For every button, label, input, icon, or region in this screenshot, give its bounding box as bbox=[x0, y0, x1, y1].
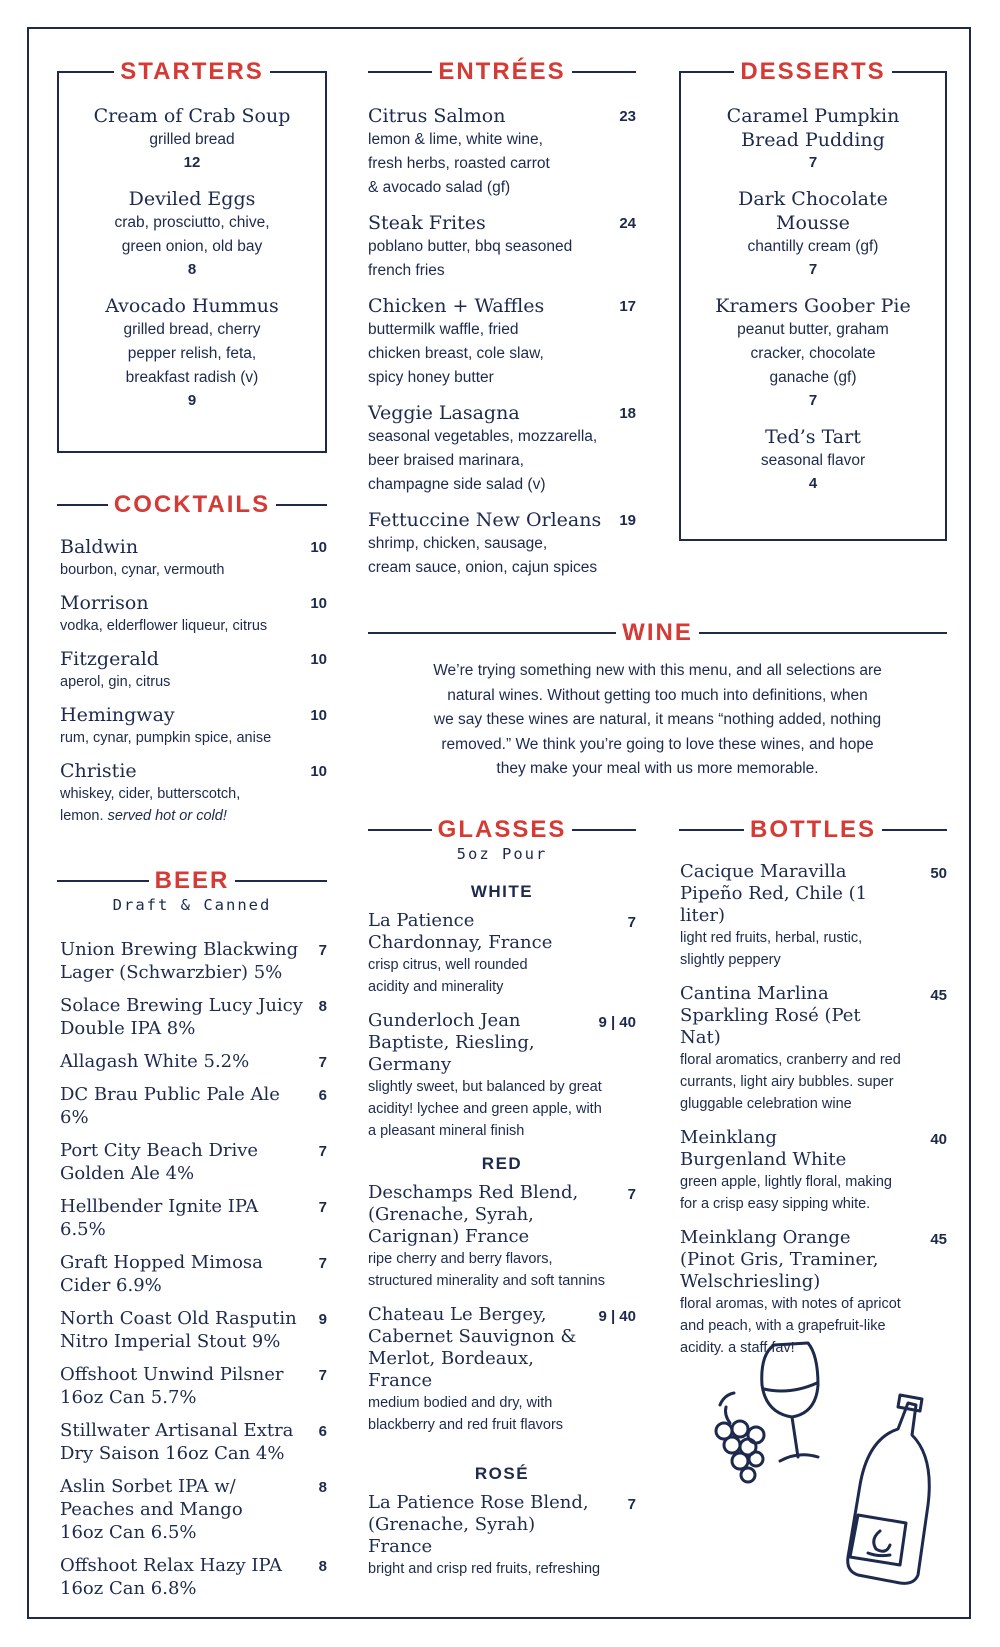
wine-desc: bright and crisp red fruits, refreshing bbox=[368, 1561, 601, 1577]
glasses-category-red: RED bbox=[481, 1154, 523, 1173]
beer-name: Port City Beach Drive bbox=[60, 1140, 259, 1161]
beer-price: 6 bbox=[318, 1423, 327, 1440]
cocktail-item bbox=[60, 535, 327, 581]
desserts-item-name: Caramel Pumpkin bbox=[726, 105, 900, 127]
desserts-item-name: Mousse bbox=[776, 212, 850, 234]
beer-name: Golden Ale 4% bbox=[60, 1163, 195, 1184]
wine-price: 7 bbox=[627, 1186, 636, 1203]
cocktail-price: 10 bbox=[310, 707, 327, 724]
entree-name: Veggie Lasagna bbox=[368, 402, 520, 424]
wine-name: Baptiste, Riesling, Germany bbox=[368, 1032, 535, 1075]
entree-desc: poblano butter, bbq seasoned bbox=[368, 238, 573, 255]
desserts-item-price: 7 bbox=[808, 392, 818, 409]
beer-name: 16oz Can 6.5% bbox=[60, 1522, 197, 1543]
wine-item bbox=[368, 910, 636, 998]
wine-intro-line: removed.” We think you’re going to love these wines, and hope bbox=[441, 735, 874, 753]
beer-item bbox=[60, 1083, 327, 1129]
entree-name: Chicken + Waffles bbox=[368, 295, 545, 317]
beer-name: Cider 6.9% bbox=[60, 1275, 162, 1296]
starters-heading bbox=[57, 58, 327, 86]
wine-item bbox=[368, 1304, 636, 1436]
entree-desc: beer braised marinara, bbox=[368, 452, 524, 469]
wine-desc: gluggable celebration wine bbox=[680, 1096, 852, 1112]
beer-title: BEER bbox=[154, 867, 230, 894]
wine-desc: a pleasant mineral finish bbox=[368, 1123, 525, 1139]
wine-name: Chardonnay, France bbox=[368, 932, 553, 953]
wine-desc: ripe cherry and berry flavors, bbox=[368, 1251, 553, 1267]
desserts-item-name: Dark Chocolate bbox=[738, 188, 888, 210]
entree-desc: french fries bbox=[368, 262, 445, 279]
wine-item bbox=[680, 861, 947, 971]
beer-name: Nitro Imperial Stout 9% bbox=[60, 1331, 281, 1352]
beer-item bbox=[60, 1475, 327, 1544]
wine-name: (Pinot Gris, Traminer, bbox=[680, 1249, 879, 1270]
beer-price: 7 bbox=[318, 1367, 327, 1384]
entrees-list bbox=[368, 104, 636, 591]
wine-price: 45 bbox=[930, 987, 947, 1004]
entree-desc: chicken breast, cole slaw, bbox=[368, 345, 544, 362]
grapes-icon bbox=[716, 1393, 764, 1482]
starters-item bbox=[60, 294, 324, 412]
starters-item-desc: grilled bread, cherry bbox=[123, 321, 261, 338]
desserts-item-price: 7 bbox=[808, 154, 818, 171]
glasses-category-white: WHITE bbox=[470, 882, 534, 901]
cocktail-desc: whiskey, cider, butterscotch, bbox=[60, 786, 241, 802]
wine-desc: medium bodied and dry, with bbox=[368, 1395, 553, 1411]
beer-name: DC Brau Public Pale Ale 6% bbox=[60, 1084, 280, 1128]
beer-name: Graft Hopped Mimosa bbox=[60, 1252, 263, 1273]
desserts-item-name: Ted’s Tart bbox=[765, 426, 861, 448]
desserts-item-name: Bread Pudding bbox=[741, 129, 885, 151]
starters-item-price: 9 bbox=[187, 392, 197, 409]
beer-name: 16oz Can 6.8% bbox=[60, 1578, 197, 1599]
entree-desc: shrimp, chicken, sausage, bbox=[368, 535, 548, 552]
beer-price: 6 bbox=[318, 1087, 327, 1104]
beer-item bbox=[60, 1554, 327, 1600]
beer-price: 7 bbox=[318, 1143, 327, 1160]
beer-name: Peaches and Mango bbox=[60, 1499, 243, 1520]
wine-item bbox=[368, 1010, 636, 1142]
beer-name: Double IPA 8% bbox=[60, 1018, 196, 1039]
entree-desc: buttermilk waffle, fried bbox=[368, 321, 519, 338]
entree-name: Citrus Salmon bbox=[368, 105, 506, 127]
desserts-heading bbox=[679, 58, 947, 86]
wine-name: Chateau Le Bergey, bbox=[368, 1304, 547, 1325]
wine-bottle-icon bbox=[848, 1395, 930, 1583]
wine-price: 45 bbox=[930, 1231, 947, 1248]
entree-desc: lemon & lime, white wine, bbox=[368, 131, 543, 148]
beer-price: 7 bbox=[318, 1255, 327, 1272]
desserts-item bbox=[682, 187, 944, 281]
wine-desc: floral aromas, with notes of apricot bbox=[680, 1296, 901, 1312]
beer-name: Union Brewing Blackwing bbox=[60, 939, 299, 960]
wine-name: (Grenache, Syrah, bbox=[368, 1204, 534, 1225]
beer-name: Lager (Schwarzbier) 5% bbox=[60, 962, 283, 983]
wine-name: Welschriesling) bbox=[680, 1271, 821, 1292]
cocktail-desc-plain: lemon. bbox=[60, 808, 104, 824]
wine-name: Pipeño Red, Chile (1 liter) bbox=[680, 883, 868, 926]
desserts-item-desc: ganache (gf) bbox=[769, 369, 857, 386]
desserts-item-price: 7 bbox=[808, 261, 818, 278]
desserts-item bbox=[682, 425, 944, 495]
wine-glass-icon bbox=[762, 1343, 818, 1461]
entree-price: 24 bbox=[619, 215, 636, 232]
beer-price: 9 bbox=[318, 1311, 327, 1328]
beer-name: Aslin Sorbet IPA w/ bbox=[60, 1476, 236, 1497]
wine-name: Meinklang bbox=[680, 1127, 777, 1148]
entree-desc: spicy honey butter bbox=[368, 369, 494, 386]
glasses-title: GLASSES bbox=[437, 816, 567, 843]
wine-price: 50 bbox=[930, 865, 947, 882]
bottles-list bbox=[680, 861, 947, 1371]
starters-item-price: 12 bbox=[183, 154, 201, 171]
entrees-heading bbox=[368, 58, 636, 86]
entree-price: 17 bbox=[619, 298, 636, 315]
wine-intro-line: We’re trying something new with this menu, and all selections are bbox=[433, 662, 882, 679]
entrees-title: ENTRÉES bbox=[438, 58, 566, 85]
cocktail-desc: bourbon, cynar, vermouth bbox=[60, 562, 225, 578]
wine-desc: floral aromatics, cranberry and red bbox=[680, 1052, 901, 1068]
beer-name: Allagash White 5.2% bbox=[60, 1051, 250, 1072]
desserts-item-price: 4 bbox=[808, 475, 818, 492]
wine-desc: structured minerality and soft tannins bbox=[368, 1273, 605, 1289]
desserts-list bbox=[682, 104, 944, 508]
wine-intro-line: they make your meal with us more memorable. bbox=[496, 760, 819, 777]
wine-name: Burgenland White bbox=[680, 1149, 847, 1170]
starters-item-desc: grilled bread bbox=[149, 131, 235, 148]
desserts-title: DESSERTS bbox=[734, 58, 891, 85]
starters-item bbox=[60, 187, 324, 281]
beer-price: 8 bbox=[318, 998, 327, 1015]
beer-item bbox=[60, 1195, 327, 1241]
wine-name: Carignan) France bbox=[368, 1226, 530, 1247]
beer-name: North Coast Old Rasputin bbox=[60, 1308, 297, 1329]
entree-name: Steak Frites bbox=[368, 212, 486, 234]
starters-item bbox=[60, 104, 324, 174]
entree-desc: fresh herbs, roasted carrot bbox=[368, 155, 550, 172]
starters-list bbox=[60, 104, 324, 425]
beer-price: 7 bbox=[318, 1054, 327, 1071]
cocktail-desc-extra bbox=[60, 805, 327, 827]
beer-name: Offshoot Relax Hazy IPA bbox=[60, 1555, 282, 1576]
beer-subtitle: Draft & Canned bbox=[112, 896, 272, 914]
wine-name: Deschamps Red Blend, bbox=[368, 1182, 579, 1203]
glasses-category-rose: ROSÉ bbox=[474, 1464, 530, 1483]
starters-item-desc: green onion, old bay bbox=[121, 238, 263, 255]
cocktails-title: COCKTAILS bbox=[113, 491, 271, 518]
glasses-heading bbox=[368, 816, 636, 844]
beer-item bbox=[60, 1050, 327, 1073]
beer-item bbox=[60, 1139, 327, 1185]
starters-item-desc: breakfast radish (v) bbox=[125, 369, 259, 386]
cocktails-heading bbox=[57, 491, 327, 519]
wine-item bbox=[368, 1492, 636, 1580]
entree-price: 18 bbox=[619, 405, 636, 422]
starters-title: STARTERS bbox=[114, 58, 270, 85]
beer-item bbox=[60, 994, 327, 1040]
beer-item bbox=[60, 938, 327, 984]
wine-name: Merlot, Bordeaux, France bbox=[368, 1348, 534, 1391]
glasses-subtitle: 5oz Pour bbox=[456, 845, 548, 863]
desserts-item-desc: cracker, chocolate bbox=[750, 345, 876, 362]
entree-item bbox=[368, 508, 636, 580]
starters-item-desc: crab, prosciutto, chive, bbox=[114, 214, 270, 231]
desserts-item-desc: seasonal flavor bbox=[760, 452, 866, 469]
beer-heading bbox=[57, 867, 327, 895]
wine-desc: currants, light airy bubbles. super bbox=[680, 1074, 894, 1090]
entree-item bbox=[368, 401, 636, 497]
beer-name: Dry Saison 16oz Can 4% bbox=[60, 1443, 285, 1464]
wine-price: 7 bbox=[627, 1496, 636, 1513]
entree-price: 23 bbox=[619, 108, 636, 125]
cocktail-desc: aperol, gin, citrus bbox=[60, 674, 171, 690]
starters-item-desc: pepper relish, feta, bbox=[127, 345, 257, 362]
wine-illustration bbox=[700, 1335, 940, 1595]
wine-desc: acidity. a staff fav! bbox=[680, 1340, 795, 1356]
cocktail-name: Hemingway bbox=[60, 704, 175, 726]
cocktail-price: 10 bbox=[310, 763, 327, 780]
desserts-item bbox=[682, 294, 944, 412]
cocktail-item bbox=[60, 703, 327, 749]
wine-name: Cabernet Sauvignon & bbox=[368, 1326, 577, 1347]
wine-item bbox=[368, 1182, 636, 1292]
wine-item bbox=[680, 983, 947, 1115]
wine-desc: blackberry and red fruit flavors bbox=[368, 1417, 564, 1433]
wine-desc: slightly sweet, but balanced by great bbox=[368, 1079, 602, 1095]
wine-name: Gunderloch Jean bbox=[368, 1010, 521, 1031]
cocktail-price: 10 bbox=[310, 595, 327, 612]
beer-name: Hellbender Ignite IPA 6.5% bbox=[60, 1196, 259, 1240]
entree-name: Fettuccine New Orleans bbox=[368, 509, 602, 531]
beer-list bbox=[60, 938, 327, 1610]
wine-intro-line: natural wines. Without getting too much into definitions, when bbox=[447, 686, 868, 704]
starters-item-name: Cream of Crab Soup bbox=[93, 105, 291, 127]
cocktail-desc: rum, cynar, pumpkin spice, anise bbox=[60, 730, 272, 746]
entree-desc: cream sauce, onion, cajun spices bbox=[368, 559, 598, 576]
wine-desc: green apple, lightly floral, making bbox=[680, 1174, 892, 1190]
entree-desc: seasonal vegetables, mozzarella, bbox=[368, 428, 598, 445]
cocktail-desc: vodka, elderflower liqueur, citrus bbox=[60, 618, 268, 634]
desserts-item bbox=[682, 104, 944, 174]
wine-price: 9 | 40 bbox=[598, 1308, 636, 1325]
cocktail-name: Baldwin bbox=[60, 536, 139, 558]
beer-price: 7 bbox=[318, 942, 327, 959]
bottles-heading bbox=[679, 816, 947, 844]
desserts-item-name: Kramers Goober Pie bbox=[715, 295, 911, 317]
beer-price: 7 bbox=[318, 1199, 327, 1216]
cocktail-price: 10 bbox=[310, 651, 327, 668]
bottles-title: BOTTLES bbox=[750, 816, 876, 843]
cocktail-item bbox=[60, 759, 327, 827]
cocktail-desc-italic: served hot or cold! bbox=[107, 808, 227, 824]
beer-item bbox=[60, 1251, 327, 1297]
wine-desc: light red fruits, herbal, rustic, bbox=[680, 930, 863, 946]
beer-name: 16oz Can 5.7% bbox=[60, 1387, 197, 1408]
wine-name: Cantina Marlina bbox=[680, 983, 829, 1004]
wine-name: Sparkling Rosé (Pet Nat) bbox=[680, 1005, 861, 1048]
wine-desc: for a crisp easy sipping white. bbox=[680, 1196, 871, 1212]
cocktail-item bbox=[60, 591, 327, 637]
wine-name: La Patience Rose Blend, bbox=[368, 1492, 589, 1513]
beer-name: Stillwater Artisanal Extra bbox=[60, 1420, 294, 1441]
wine-intro-line: we say these wines are natural, it means “nothing added, nothing bbox=[433, 711, 882, 728]
cocktail-name: Morrison bbox=[60, 592, 149, 614]
wine-name: Cacique Maravilla bbox=[680, 861, 847, 882]
entree-item bbox=[368, 294, 636, 390]
entree-item bbox=[368, 104, 636, 200]
beer-name: Solace Brewing Lucy Juicy bbox=[60, 995, 303, 1016]
wine-intro bbox=[368, 659, 947, 782]
cocktails-list bbox=[60, 535, 327, 837]
entree-desc: champagne side salad (v) bbox=[368, 476, 546, 493]
wine-desc: slightly peppery bbox=[680, 952, 781, 968]
glasses-list bbox=[368, 882, 636, 1592]
wine-desc: and peach, with a grapefruit-like bbox=[680, 1318, 886, 1334]
wine-desc: acidity! lychee and green apple, with bbox=[368, 1101, 602, 1117]
entree-item bbox=[368, 211, 636, 283]
beer-price: 8 bbox=[318, 1479, 327, 1496]
beer-price: 8 bbox=[318, 1558, 327, 1575]
desserts-item-desc: chantilly cream (gf) bbox=[747, 238, 879, 255]
wine-name: La Patience bbox=[368, 910, 475, 931]
wine-desc: acidity and minerality bbox=[368, 979, 504, 995]
cocktail-price: 10 bbox=[310, 539, 327, 556]
wine-heading bbox=[368, 619, 947, 647]
wine-price: 7 bbox=[627, 914, 636, 931]
beer-item bbox=[60, 1363, 327, 1409]
wine-name: Meinklang Orange bbox=[680, 1227, 851, 1248]
wine-price: 40 bbox=[930, 1131, 947, 1148]
beer-item bbox=[60, 1419, 327, 1465]
wine-price: 9 | 40 bbox=[598, 1014, 636, 1031]
starters-item-name: Avocado Hummus bbox=[105, 295, 279, 317]
wine-name: (Grenache, Syrah) France bbox=[368, 1514, 536, 1557]
starters-item-name: Deviled Eggs bbox=[128, 188, 256, 210]
wine-item bbox=[680, 1127, 947, 1215]
starters-item-price: 8 bbox=[187, 261, 197, 278]
wine-title: WINE bbox=[622, 619, 693, 646]
beer-name: Offshoot Unwind Pilsner bbox=[60, 1364, 284, 1385]
entree-desc: & avocado salad (gf) bbox=[368, 179, 511, 196]
beer-item bbox=[60, 1307, 327, 1353]
desserts-item-desc: peanut butter, graham bbox=[737, 321, 889, 338]
cocktail-name: Fitzgerald bbox=[60, 648, 159, 670]
wine-desc: crisp citrus, well rounded bbox=[368, 957, 528, 973]
entree-price: 19 bbox=[619, 512, 636, 529]
cocktail-name: Christie bbox=[60, 760, 137, 782]
cocktail-item bbox=[60, 647, 327, 693]
